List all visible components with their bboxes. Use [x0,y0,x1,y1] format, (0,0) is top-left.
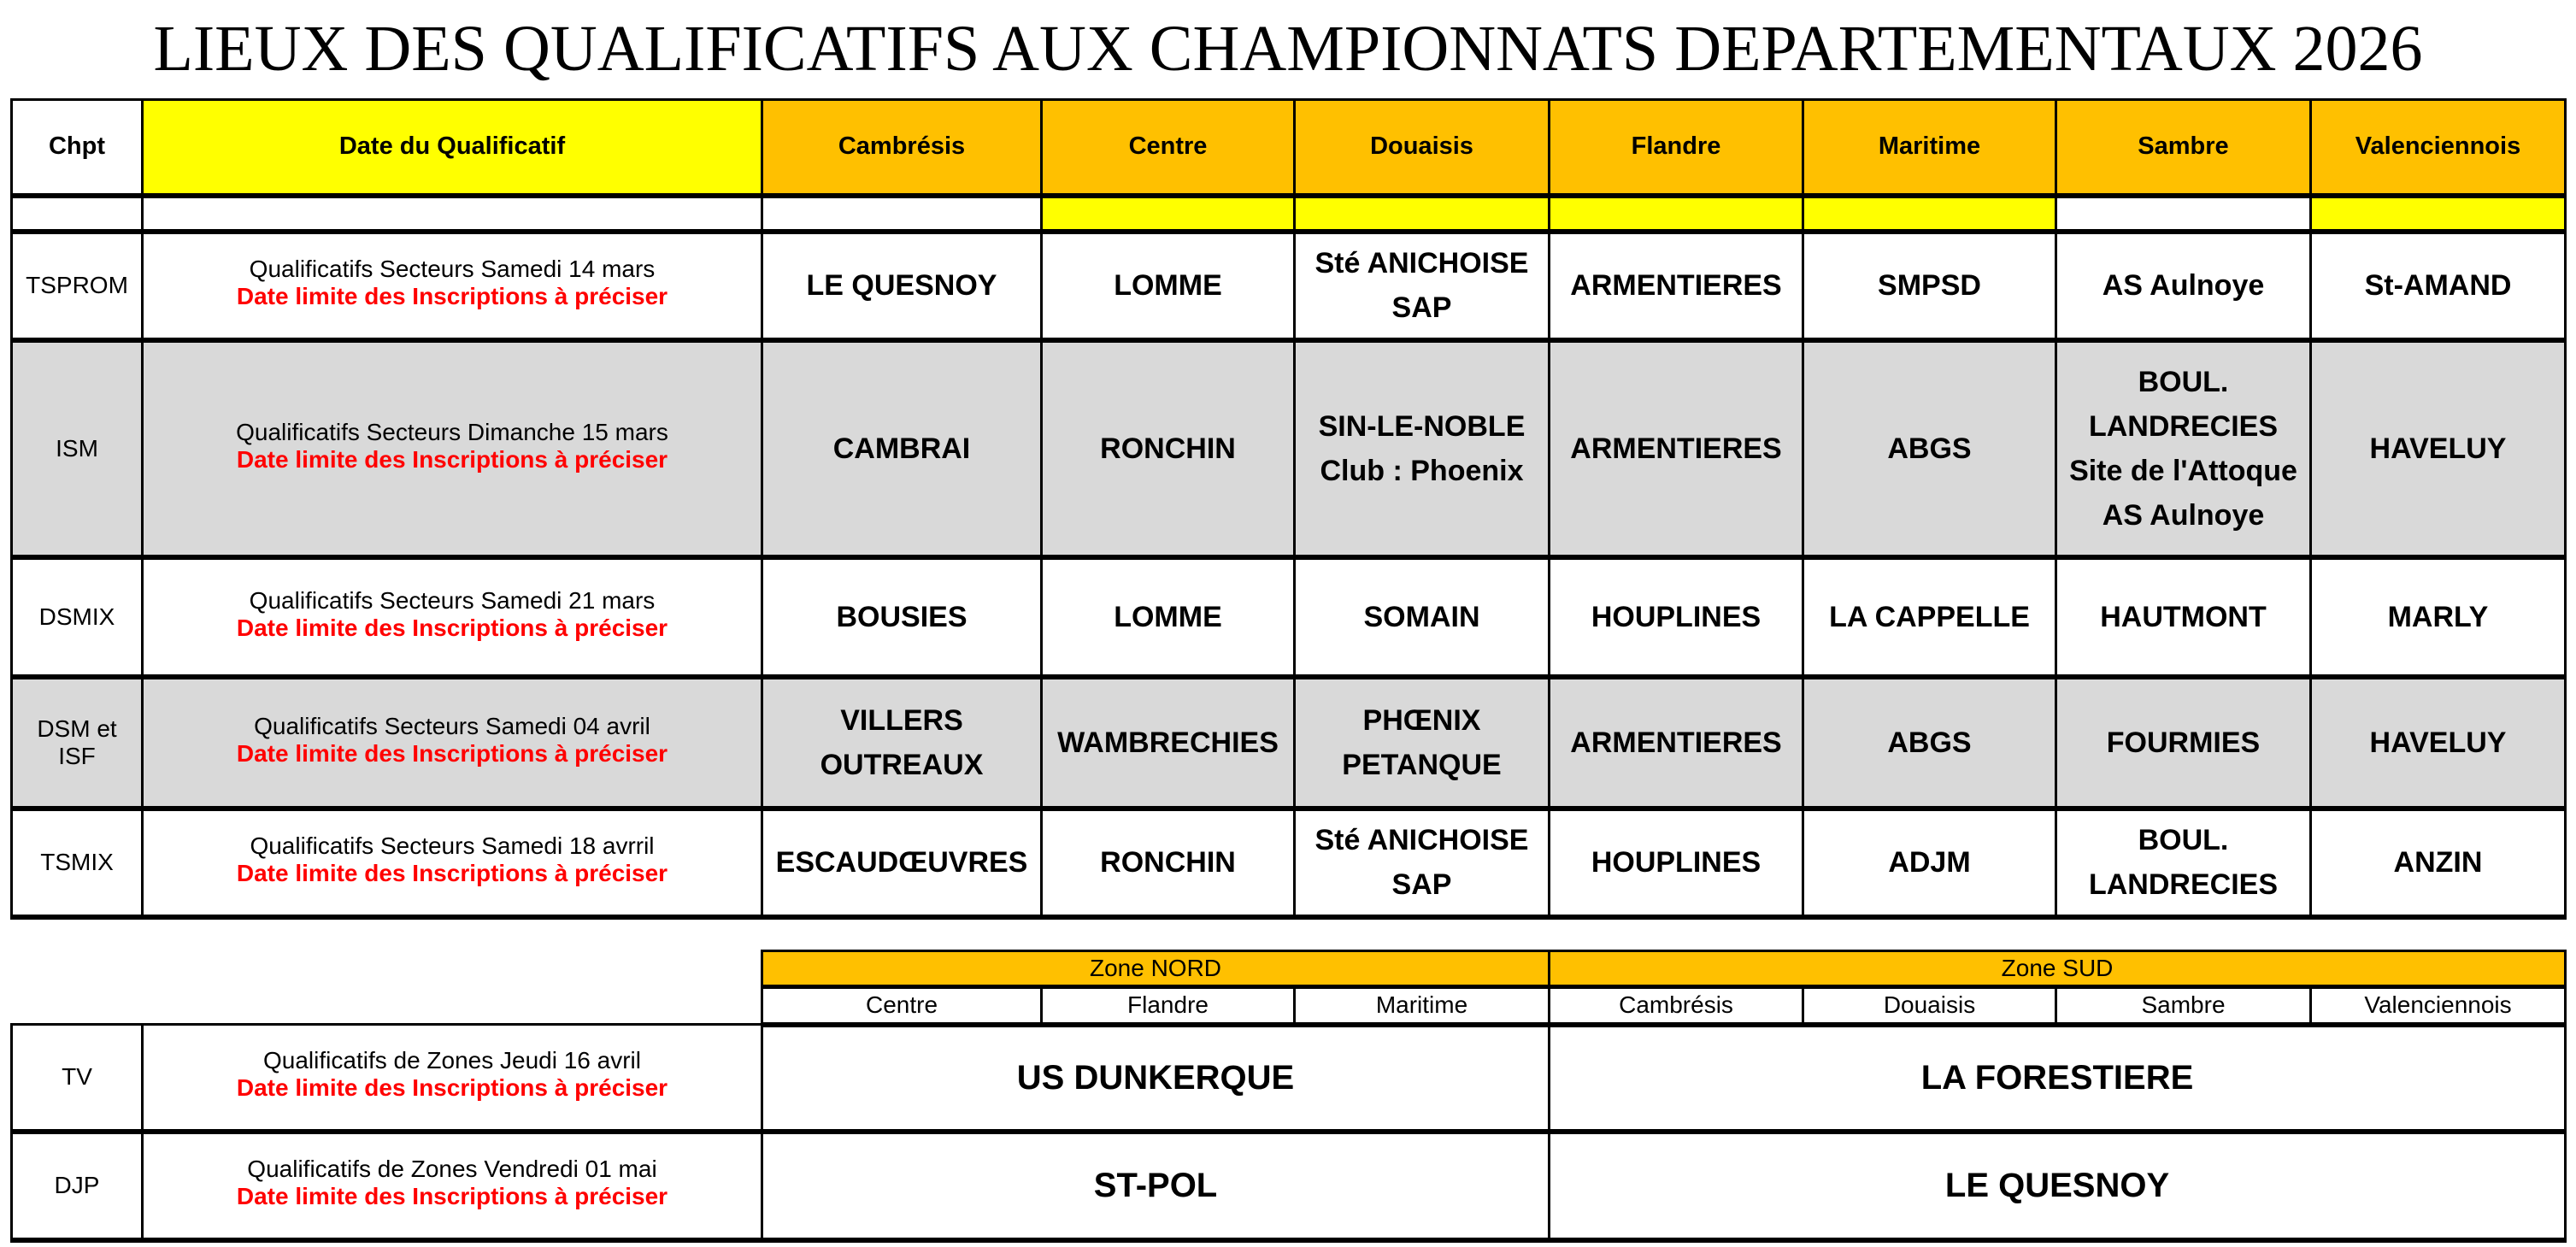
date-wrap [144,419,761,479]
venue-cell: ESCAUDŒUVRES [762,809,1042,917]
date-cell [143,557,762,677]
venue-cell: BOUL. LANDRECIES Site de l'Attoque AS Aulnoye [2056,340,2311,557]
blank-cell [12,987,762,1025]
venue-cell: BOUSIES [762,557,1042,677]
marker-cell [143,196,762,232]
venue-cell: HOUPLINES [1550,809,1803,917]
table-row [12,232,2566,340]
venue-cell: ARMENTIERES [1550,232,1803,340]
venue-cell: AS Aulnoye [2056,232,2311,340]
zone-sector: Valenciennois [2311,987,2566,1025]
table-row [12,677,2566,809]
date-cell [143,340,762,557]
registration-deadline: Date limite des Inscriptions à préciser [236,1074,668,1102]
zone-sector: Maritime [1295,987,1550,1025]
table-row [12,557,2566,677]
date-wrap [144,1047,761,1107]
venue-cell: Sté ANICHOISE SAP [1295,809,1550,917]
venue-cell: ARMENTIERES [1550,340,1803,557]
venue-cell: LE QUESNOY [762,232,1042,340]
registration-deadline: Date limite des Inscriptions à préciser [236,860,668,886]
zone-sector: Douaisis [1803,987,2056,1025]
date-cell [143,677,762,809]
header-sector-maritime: Maritime [1803,100,2056,196]
marker-row [12,196,2566,232]
venue-cell: HAVELUY [2311,340,2566,557]
sector-qualifiers-table [10,98,2567,920]
venue-cell: HAUTMONT [2056,557,2311,677]
zone-north-venue: ST-POL [762,1132,1550,1240]
venue-cell: RONCHIN [1042,809,1295,917]
venue-cell: Sté ANICHOISE SAP [1295,232,1550,340]
chpt-cell: TV [12,1025,143,1132]
date-wrap [144,587,761,647]
venue-cell: HAVELUY [2311,677,2566,809]
zone-south-header: Zone SUD [1550,951,2566,987]
qualifier-date: Qualificatifs de Zones Jeudi 16 avril [263,1047,641,1074]
venue-cell: ADJM [1803,809,2056,917]
header-sector-centre: Centre [1042,100,1295,196]
date-cell [143,1132,762,1240]
header-sector-cambresis: Cambrésis [762,100,1042,196]
qualifier-date: Qualificatifs Secteurs Samedi 14 mars [249,256,656,282]
venue-cell: LOMME [1042,232,1295,340]
registration-deadline: Date limite des Inscriptions à préciser [236,1183,668,1209]
zone-sector: Flandre [1042,987,1295,1025]
zone-sector: Sambre [2056,987,2311,1025]
venue-cell: MARLY [2311,557,2566,677]
qualifier-date: Qualificatifs Secteurs Dimanche 15 mars [236,418,668,445]
chpt-cell: DSM et ISF [12,677,143,809]
chpt-cell: DSMIX [12,557,143,677]
venue-cell: St-AMAND [2311,232,2566,340]
zone-row [12,1025,2566,1132]
marker-cell-yellow [1042,196,1295,232]
zone-sector: Cambrésis [1550,987,1803,1025]
table-row [12,809,2566,917]
header-date: Date du Qualificatif [143,100,762,196]
registration-deadline: Date limite des Inscriptions à préciser [236,283,668,309]
zone-south-venue: LA FORESTIERE [1550,1025,2566,1132]
venue-cell: ANZIN [2311,809,2566,917]
marker-cell-yellow [1803,196,2056,232]
zone-row [12,1132,2566,1240]
registration-deadline: Date limite des Inscriptions à préciser [236,614,668,641]
venue-cell: FOURMIES [2056,677,2311,809]
zone-header-row [12,951,2566,987]
venue-cell: SIN-LE-NOBLE Club : Phoenix [1295,340,1550,557]
date-cell [143,809,762,917]
venue-cell: ARMENTIERES [1550,677,1803,809]
registration-deadline: Date limite des Inscriptions à préciser [236,739,668,767]
marker-cell-yellow [1295,196,1550,232]
venue-cell: SOMAIN [1295,557,1550,677]
zone-qualifiers-table [10,950,2567,1243]
zone-sector: Centre [762,987,1042,1025]
header-sector-sambre: Sambre [2056,100,2311,196]
venue-cell: BOUL. LANDRECIES [2056,809,2311,917]
date-wrap [144,713,761,773]
table-row [12,340,2566,557]
venue-cell: ABGS [1803,677,2056,809]
date-wrap [144,1156,761,1215]
chpt-cell: TSPROM [12,232,143,340]
qualifier-date: Qualificatifs Secteurs Samedi 18 avrril [250,832,655,859]
venue-cell: WAMBRECHIES [1042,677,1295,809]
chpt-cell: TSMIX [12,809,143,917]
chpt-cell: ISM [12,340,143,557]
chpt-cell: DJP [12,1132,143,1240]
page-title: LIEUX DES QUALIFICATIFS AUX CHAMPIONNATS DEPARTEMENTAUX 2026 [153,13,2423,85]
header-sector-flandre: Flandre [1550,100,1803,196]
date-wrap [144,256,761,315]
zone-north-venue: US DUNKERQUE [762,1025,1550,1132]
venue-cell: LA CAPPELLE [1803,557,2056,677]
registration-deadline: Date limite des Inscriptions à préciser [236,445,668,473]
venue-cell: ABGS [1803,340,2056,557]
header-sector-douaisis: Douaisis [1295,100,1550,196]
date-wrap [144,832,761,892]
header-chpt: Chpt [12,100,143,196]
venue-cell: HOUPLINES [1550,557,1803,677]
venue-cell: RONCHIN [1042,340,1295,557]
blank-cell [12,951,762,987]
marker-cell [2056,196,2311,232]
marker-cell [12,196,143,232]
qualifier-date: Qualificatifs Secteurs Samedi 21 mars [249,586,656,614]
header-row [12,100,2566,196]
date-cell [143,232,762,340]
marker-cell-yellow [2311,196,2566,232]
zone-sector-row [12,987,2566,1025]
venue-cell: LOMME [1042,557,1295,677]
venue-cell: CAMBRAI [762,340,1042,557]
date-cell [143,1025,762,1132]
qualifier-date: Qualificatifs Secteurs Samedi 04 avril [254,712,650,739]
zone-north-header: Zone NORD [762,951,1550,987]
marker-cell-yellow [1550,196,1803,232]
venue-cell: VILLERS OUTREAUX [762,677,1042,809]
zone-south-venue: LE QUESNOY [1550,1132,2566,1240]
header-sector-valenciennois: Valenciennois [2311,100,2566,196]
marker-cell [762,196,1042,232]
venue-cell: SMPSD [1803,232,2056,340]
venue-cell: PHŒNIX PETANQUE [1295,677,1550,809]
qualifier-date: Qualificatifs de Zones Vendredi 01 mai [247,1156,657,1182]
